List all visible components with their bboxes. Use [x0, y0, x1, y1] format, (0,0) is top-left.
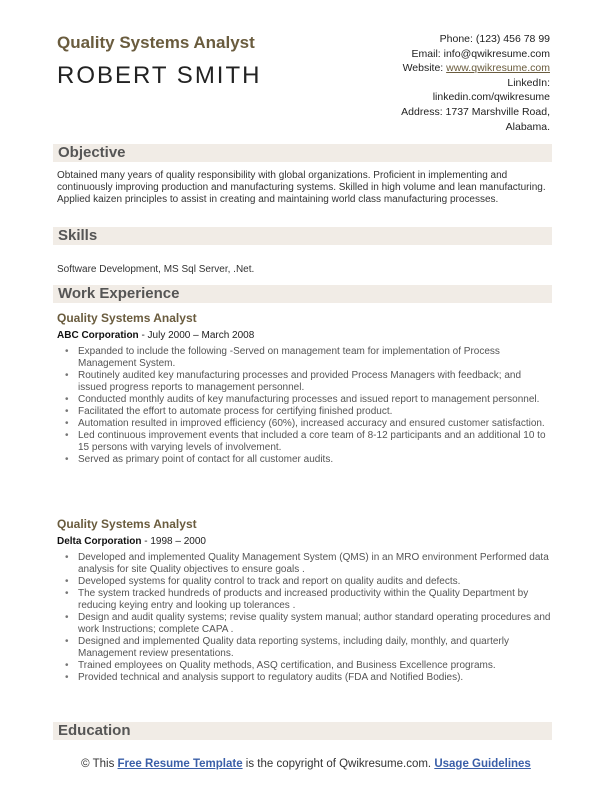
candidate-name: ROBERT SMITH: [57, 62, 262, 89]
footer-prefix: © This: [81, 758, 118, 770]
work-heading: Work Experience: [58, 285, 180, 302]
objective-heading: Objective: [58, 144, 126, 161]
usage-guidelines-link[interactable]: Usage Guidelines: [434, 758, 531, 770]
job-bullets: [57, 552, 551, 684]
objective-section-header: [53, 144, 552, 162]
list-item: • Trained employees on Quality methods, ASQ certification, and Business Excellence programs.: [57, 660, 551, 672]
job-dates: - July 2000 – March 2008: [138, 330, 255, 341]
skills-section-header: [53, 227, 552, 245]
job-dates: - 1998 – 2000: [141, 536, 206, 547]
resume-header: [57, 32, 261, 90]
contact-address-line1: Address: 1737 Marshville Road,: [401, 105, 550, 118]
job-role: Quality Systems Analyst: [57, 517, 197, 531]
list-item: • Conducted monthly audits of key manufacturing processes and issued report to management personnel.: [57, 394, 551, 406]
skills-heading: Skills: [58, 227, 98, 244]
list-item: • Provided technical and analysis support to regulatory audits (FDA and Notified Bodies).: [57, 672, 551, 684]
job-company-line: [57, 536, 206, 547]
contact-email: Email: info@qwikresume.com: [411, 47, 550, 60]
list-item: • Facilitated the effort to automate process for certifying finished product.: [57, 406, 551, 418]
list-item: • Automation resulted in improved efficiency (60%), increased accuracy and ensured customer satisfaction.: [57, 418, 551, 430]
job-bullets: [57, 346, 551, 466]
objective-text: Obtained many years of quality responsibility with global organizations. Proficient in implementing and continuously improving production and manufacturing systems. Skilled in high volume and lean manufacturing. Applied kaizen principles to assist in creating and maintaining world class manufacturing processes.: [57, 170, 546, 205]
contact-phone: Phone: (123) 456 78 99: [439, 33, 550, 45]
company-name: Delta Corporation: [57, 536, 142, 547]
job-title: Quality Systems Analyst: [57, 33, 255, 52]
education-section-header: [53, 722, 552, 740]
contact-website: [320, 61, 550, 76]
list-item: • Design and audit quality systems; revise quality system manual; author standard operating procedures and work Instructions; complete CAPA .: [57, 612, 551, 636]
website-link[interactable]: www.qwikresume.com: [446, 62, 550, 75]
education-heading: Education: [58, 722, 131, 739]
contact-linkedin-label: LinkedIn:: [507, 76, 550, 89]
footer-middle: is the copyright of Qwikresume.com.: [242, 758, 435, 770]
list-item: • Led continuous improvement events that included a core team of 8-12 participants and an additional 10 to 15 persons with varying levels of involvement.: [57, 430, 551, 454]
list-item: • Routinely audited key manufacturing processes and provided Process Managers with feedback; and issued progress reports to management personnel.: [57, 370, 551, 394]
skills-text: Software Development, MS Sql Server, .Net.: [57, 264, 255, 275]
company-name: ABC Corporation: [57, 330, 139, 341]
list-item: • Developed systems for quality control to track and report on quality audits and defects.: [57, 576, 551, 588]
free-resume-template-link[interactable]: Free Resume Template: [117, 758, 243, 770]
copyright-footer: [0, 757, 612, 771]
list-item: • Served as primary point of contact for all customer audits.: [57, 454, 551, 466]
job-role: Quality Systems Analyst: [57, 311, 197, 325]
contact-linkedin-value: linkedin.com/qwikresume: [432, 91, 550, 104]
contact-info: [320, 32, 550, 134]
list-item: • The system tracked hundreds of products and increased productivity within the Quality Department by reducing keying entry and looking up tolerances .: [57, 588, 551, 612]
website-label: Website:: [402, 62, 447, 75]
list-item: • Designed and implemented Quality data reporting systems, including daily, monthly, and quarterly Management review presentations.: [57, 636, 551, 660]
list-item: • Developed and implemented Quality Management System (QMS) in an MRO environment Performed data analysis for site Quality objectives to ensure goals .: [57, 552, 551, 576]
contact-address-line2: Alabama.: [505, 120, 550, 133]
list-item: • Expanded to include the following -Served on management team for implementation of Process Management System.: [57, 346, 551, 370]
work-section-header: [53, 285, 552, 303]
job-company-line: [57, 330, 254, 341]
